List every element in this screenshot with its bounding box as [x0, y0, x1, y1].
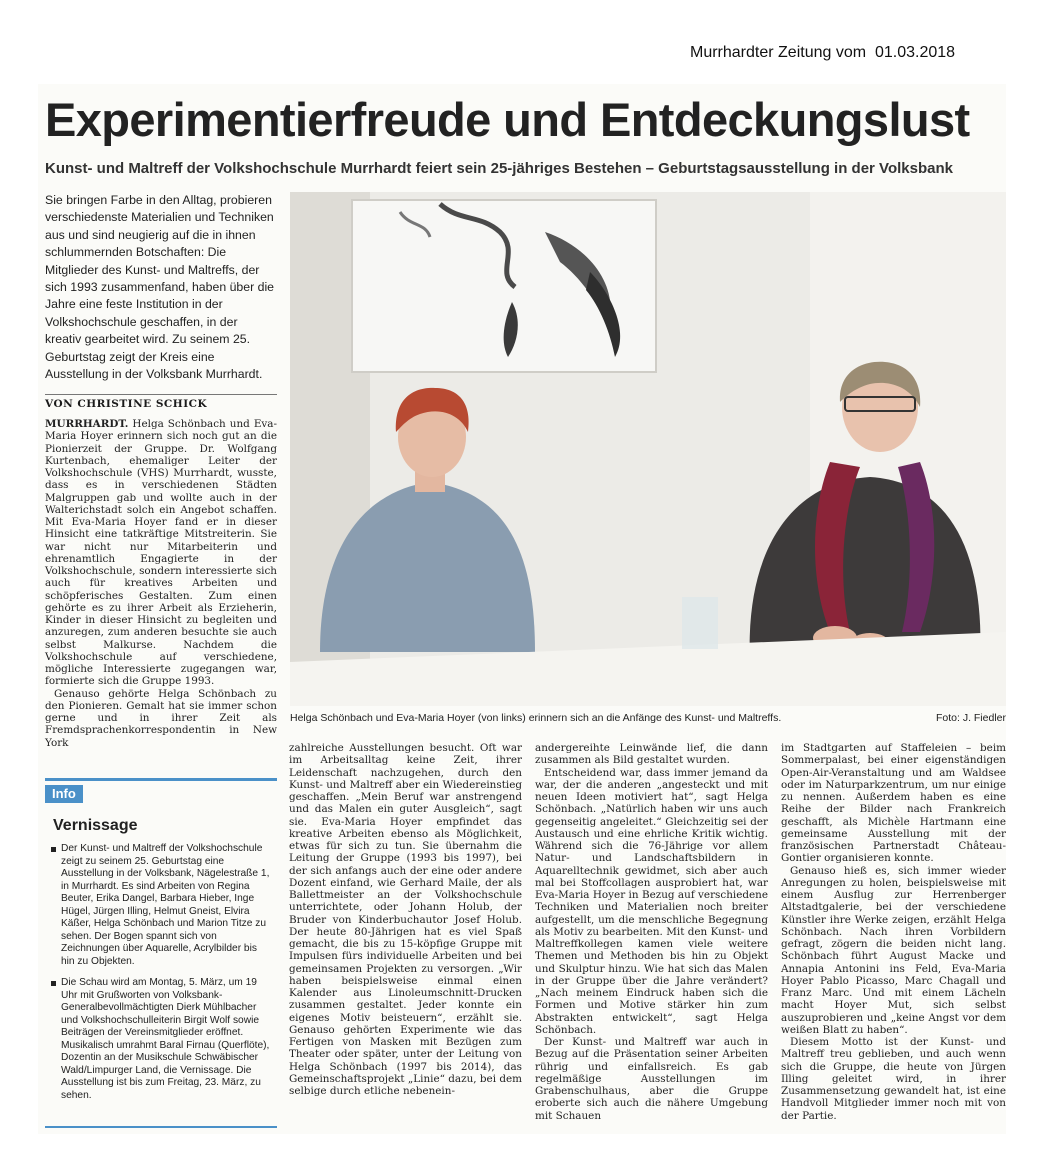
article-column-2: [289, 742, 522, 1097]
paragraph: andergereihte Leinwände lief, die dann zusammen als Bild gestaltet wurden.: [535, 742, 768, 767]
abstract-painting: [352, 200, 656, 372]
article-photo: [290, 192, 1006, 706]
paragraph: Entscheidend war, dass immer jemand da war, der die anderen „angesteckt und mit neuen Ideen motiviert hat“, sagt Helga Schönbach. „Natürlich haben wir uns auch gegenseitig angeleitet.“ Gleichzeitig sei der Austausch und eine ehrliche Kritik wichtig. Während sich die 76-Jährige vor allem Natur- und Landschaftsbildern in Aquarelltechnik gewidmet, sich aber auch mal bei Stoffcollagen ausprobiert hat, war Eva-Maria Hoyer in Bezug auf verschiedene Techniken und Materialien noch breiter aufgestellt, um die menschliche Begegnung als Motiv zu bearbeiten. Mit den Kunst- und Maltreffkollegen kamen viele weitere Themen und Methoden bis hin zu Objekt und Skulptur hinzu. Wie hat sich das Malen in der Gruppe über die Jahre verändert? „Nach meinem Eindruck haben sich die Formen und Motive stärker hin zum Abstrakten entwickelt“, sagt Helga Schönbach.: [535, 766, 768, 1036]
dateline-place: MURRHARDT.: [45, 418, 129, 430]
photo-credit: Foto: J. Fiedler: [935, 712, 1006, 724]
paragraph: zahlreiche Ausstellungen besucht. Oft war im Arbeitsalltag keine Zeit, ihrer Leidenschaft nachzugehen, durch den Kunst- und Maltreff aber ein Wiedereinstieg geschaffen. „Mein Beruf war anstrengend und das Malen ein guter Ausgleich“, sagt sie. Eva-Maria Hoyer empfindet das kreative Arbeiten ebenso als Möglichkeit, etwas für sich zu tun. Sie übernahm die Leitung der Gruppe (1993 bis 1997), bei der sich anfangs auch der eine oder andere Dozent einfand, wie Gerhard Maile, der als Ballettmeister an der Volkshochschule unterrichtete, oder Johann Holub, der Bruder von Kinderbuchautor Josef Holub. Der heute 80-Jährigen hat es viel Spaß gemacht, die bis zu 15-köpfige Gruppe mit Impulsen fürs individuelle Arbeiten und bei gemeinsamen Projekten zu versorgen. „Wir haben beispielsweise einmal einen Kalender aus Linoleumschnitt-Drucken zusammen gestaltet. Jeder konnte ein eigenes Motiv beisteuern“, erzählt sie. Genauso gehörten Experimente wie das Fertigen von Masken mit Bezügen zum Theater oder später, unter der Leitung von Helga Schönbach (1997 bis 2014), das Gemeinschaftsprojekt „Linie“ dazu, bei dem selbige durch etliche nebenein-: [289, 742, 522, 1097]
caption-text: Helga Schönbach und Eva-Maria Hoyer (von links) erinnern sich an die Anfänge des Kunst- und Maltreffs.: [290, 712, 782, 724]
subheadline: Kunst- und Maltreff der Volkshochschule Murrhardt feiert sein 25-jähriges Bestehen – Geburtstagsausstellung in der Volksbank: [45, 160, 953, 177]
paragraph: Diesem Motto ist der Kunst- und Maltreff treu geblieben, und auch wenn sich die Gruppe, die heute von Jürgen Illing geleitet wird, in ihrer Zusammensetzung gewandelt hat, ist eine Handvoll Mitglieder immer noch mit von der Partie.: [781, 1036, 1006, 1122]
headline: Experimentierfreude und Entdeckungslust: [45, 93, 970, 146]
info-box: [45, 778, 277, 1128]
paragraph: Genauso hieß es, sich immer wieder Anregungen zu holen, beispielsweise mit einem Ausflug zur Herrenberger Altstadtgalerie, bei der verschiedene Künstler ihre Werke zeigen, erzählt Helga Schönbach. Nach ihren Vorbildern gefragt, zögern die beiden nicht lang. Schönbach führt August Macke und Annapia Antonini ins Feld, Eva-Maria Hoyer Pablo Picasso, Marc Chagall und Franz Marc. Und mit einem Lächeln macht Hoyer Mut, sich selbst auszuprobieren und „keine Angst vor dem weißen Blatt zu haben“.: [781, 864, 1006, 1036]
article-column-4: [781, 742, 1006, 1122]
bullet-icon: [51, 847, 56, 852]
source-line: Murrhardter Zeitung vom 01.03.2018: [690, 44, 956, 61]
photo-illustration: [290, 192, 1006, 706]
paragraph: Genauso gehörte Helga Schönbach zu den Pionieren. Gemalt hat sie immer schon gerne und in ihrer Zeit als Fremdsprachenkorrespondentin in New York: [45, 687, 277, 749]
bullet-icon: [51, 981, 56, 986]
info-tag: Info: [45, 785, 83, 803]
info-item: Die Schau wird am Montag, 5. März, um 19 Uhr mit Grußworten von Volksbank-Generalbevollmächtigten Dierk Mühlbacher und Volkshochschulleiterin Birgit Wolf sowie Beiträgen der Vereinsmitglieder eröffnet. Musikalisch umrahmt Baral Firnau (Querflöte), Dozentin an der Musikschule Schwäbischer Wald/Limpurger Land, die Vernissage. Die Ausstellung ist bis zum Freitag, 23. März, zu sehen.: [51, 977, 273, 1102]
photo-caption: [290, 712, 1006, 724]
info-title: Vernissage: [53, 817, 138, 834]
paragraph: im Stadtgarten auf Staffeleien – beim Sommerpalast, bei einer eigenständigen Open-Air-Veranstaltung und am Waldsee oder im Naturparkzentrum, um nur einige zu nennen. Außerdem haben es eine Reihe der Bilder nach Frankreich geschafft, als Michèle Hartmann eine gemeinsame Ausstellung mit der französischen Partnerstadt Château-Gontier organisieren konnte.: [781, 742, 1006, 865]
paragraph: MURRHARDT. Helga Schönbach und Eva-Maria Hoyer erinnern sich noch gut an die Pionierzeit der Gruppe. Dr. Wolfgang Kurtenbach, ehemaliger Leiter der Volkshochschule (VHS) Murrhardt, wusste, dass es in verschiedenen Städten Malgruppen gab und wollte auch in der Walterichstadt solch ein Angebot schaffen. Mit Eva-Maria Hoyer fand er in dieser Hinsicht eine tatkräftige Mitstreiterin. Sie war nicht nur Mitarbeiterin und ehrenamtlich Engagierte in der Volkshochschule, sondern interessierte sich auch für kreatives Arbeiten und schöpferisches Gestalten. Zum einen gehörte es zu ihrer Arbeit als Erzieherin, Kinder in dieser Hinsicht zu begleiten und anzuregen, zum anderen besuchte sie auch selbst Malkurse. Nachdem die Volkshochschule auf verschiedene, mögliche Interessierte zugegangen war, formierte sich die Gruppe 1993.: [45, 418, 277, 688]
article-column-1: [45, 418, 277, 749]
info-list: [51, 843, 273, 1111]
article-column-3: [535, 742, 768, 1122]
paragraph: Der Kunst- und Maltreff war auch in Bezug auf die Präsentation seiner Arbeiten rührig und einfallsreich. Es gab regelmäßige Ausstellungen im Grabenschulhaus, aber die Gruppe eroberte sich auch die nähere Umgebung mit Schauen: [535, 1036, 768, 1122]
byline: VON CHRISTINE SCHICK: [45, 394, 277, 410]
info-item: Der Kunst- und Maltreff der Volkshochschule zeigt zu seinem 25. Geburtstag eine Ausstellung in der Volksbank, Nägelestraße 1, in Murrhardt. Es sind Arbeiten von Regina Beuter, Erika Dangel, Barbara Hieber, Inge Hügel, Jürgen Illing, Helmut Gneist, Elvira Käßer, Helga Schönbach und Marion Titze zu sehen. Der Bogen spannt sich von Zeichnungen über Aquarelle, Acrylbilder bis hin zu Objekten.: [51, 843, 273, 968]
lead-paragraph: Sie bringen Farbe in den Alltag, probieren verschiedenste Materialien und Techniken aus und sind neugierig auf die in ihnen schlummernden Botschaften: Die Mitglieder des Kunst- und Maltreffs, der sich 1993 zusammenfand, haben über die Jahre eine feste Institution in der Volkshochschule geschaffen, in der kreativ gearbeitet wird. Zu seinem 25. Geburtstag zeigt der Kreis eine Ausstellung in der Volksbank Murrhardt.: [45, 193, 275, 382]
